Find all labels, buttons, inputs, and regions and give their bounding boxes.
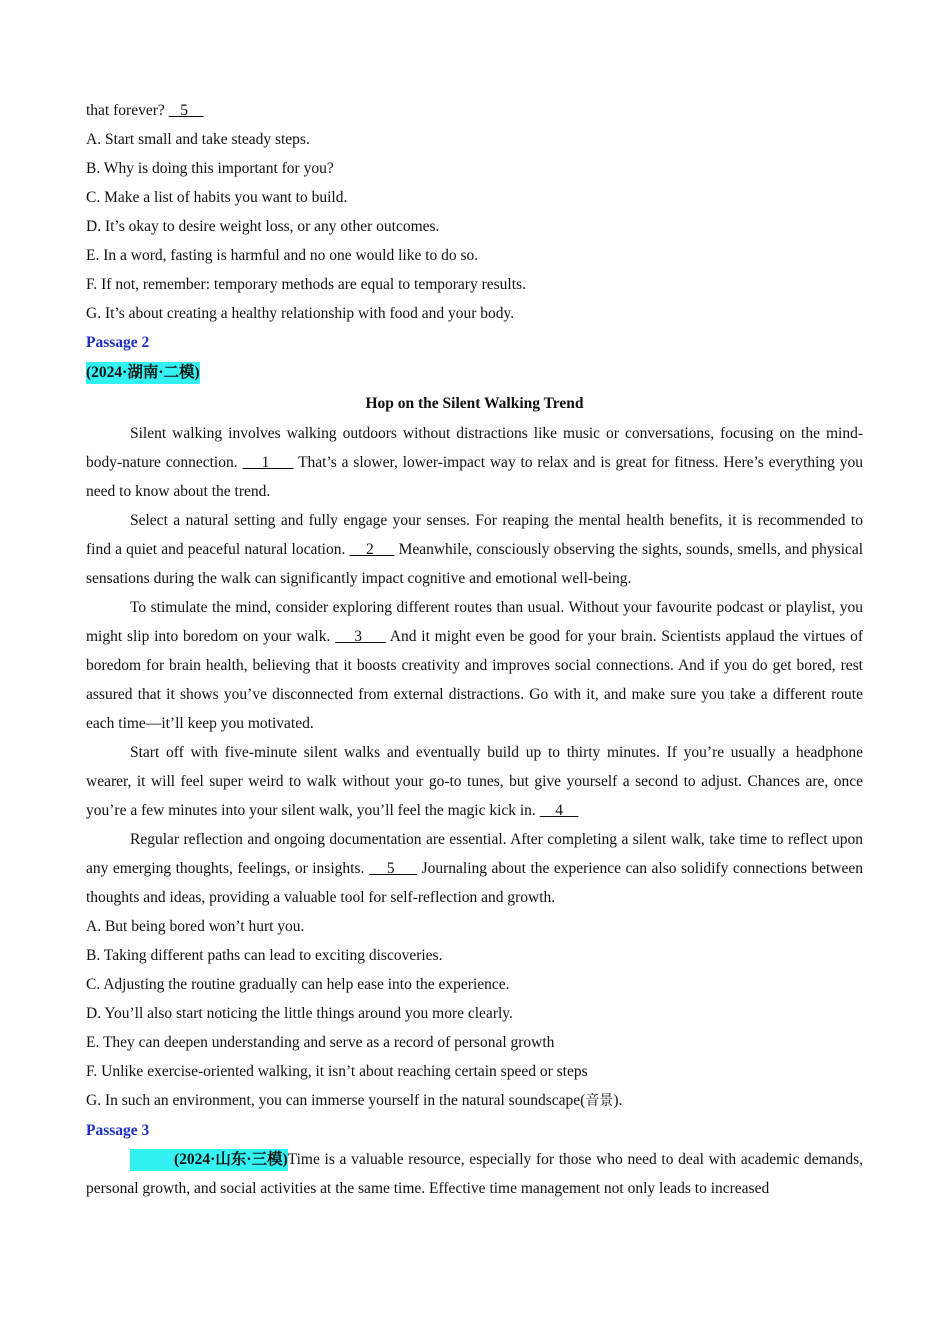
option-d: D. It’s okay to desire weight loss, or any other outcomes.: [86, 218, 440, 235]
blank-3: 3: [335, 628, 386, 645]
intro-tail: that forever? 5: [86, 102, 204, 119]
passage-3-label: Passage 3: [86, 1122, 150, 1139]
option-f: F. If not, remember: temporary methods are equal to temporary results.: [86, 276, 526, 293]
passage-2-paragraph-3: To stimulate the mind, consider exploring different routes than usual. Without your favourite podcast or playlist, you might slip into boredom on your walk. 3 And it might even be good for your brain. Scientists applaud the virtues of boredom for brain health, believing that it boosts creativity and improves social connections. And if you do get bored, rest assured that it shows you’ve disconnected from external distractions. Go with it, and make sure you take a different route each time—it’ll keep you motivated.: [86, 599, 863, 732]
passage-2-source-line: [86, 357, 863, 388]
passage-2-paragraph-1: Silent walking involves walking outdoors without distractions like music or conversations, focusing on the mind-body-nature connection. 1 That’s a slower, lower-impact way to relax and is great for fitness. Here’s everything you need to know about the trend.: [86, 425, 864, 500]
blank-1: 1: [242, 454, 294, 471]
option-e: E. In a word, fasting is harmful and no one would like to do so.: [86, 247, 479, 264]
document-page: [86, 96, 863, 1203]
p2-option-d: D. You’ll also start noticing the little things around you more clearly.: [86, 1005, 513, 1022]
p2-option-c: C. Adjusting the routine gradually can help ease into the experience.: [86, 976, 510, 993]
p2-option-f: F. Unlike exercise-oriented walking, it isn’t about reaching certain speed or steps: [86, 1063, 588, 1080]
p2-option-e: E. They can deepen understanding and serve as a record of personal growth: [86, 1034, 555, 1051]
blank-5: 5: [168, 102, 204, 119]
p2-option-a: A. But being bored won’t hurt you.: [86, 918, 305, 935]
option-g: G. It’s about creating a healthy relationship with food and your body.: [86, 305, 515, 322]
blank-5b: 5: [368, 860, 418, 877]
passage-2-label: Passage 2: [86, 334, 150, 351]
passage-2-paragraph-4: Start off with five-minute silent walks and eventually build up to thirty minutes. If you’re usually a headphone wearer, it will feel super weird to walk without your go-to tunes, but give yourself a second to adjust. Chances are, once you’re a few minutes into your silent walk, you’ll feel the magic kick in. 4: [86, 744, 863, 819]
passage-2-source: (2024·湖南·二模): [86, 362, 200, 384]
blank-4: 4: [539, 802, 579, 819]
p2-option-b: B. Taking different paths can lead to exciting discoveries.: [86, 947, 443, 964]
option-a: A. Start small and take steady steps.: [86, 131, 310, 148]
blank-2: 2: [349, 541, 395, 558]
option-b: B. Why is doing this important for you?: [86, 160, 334, 177]
p2-option-g: G. In such an environment, you can immerse yourself in the natural soundscape(音景).: [86, 1092, 623, 1109]
option-c: C. Make a list of habits you want to build.: [86, 189, 348, 206]
passage-3-source: (2024·山东·三模): [130, 1149, 288, 1171]
passage-2-paragraph-2: Select a natural setting and fully engage your senses. For reaping the mental health benefits, it is recommended to find a quiet and peaceful natural location. 2 Meanwhile, consciously observing the sights, sounds, smells, and physical sensations during the walk can significantly impact cognitive and emotional well-being.: [86, 512, 864, 587]
passage-2-title: Hop on the Silent Walking Trend: [365, 395, 584, 412]
passage-2-paragraph-5: Regular reflection and ongoing documentation are essential. After completing a silent walk, take time to reflect upon any emerging thoughts, feelings, or insights. 5 Journaling about the experience can also solidify connections between thoughts and ideas, providing a valuable tool for self-reflection and growth.: [86, 831, 864, 906]
passage-3-paragraph-1: (2024·山东·三模)Time is a valuable resource, especially for those who need to deal with academic demands, personal growth, and social activities at the same time. Effective time management not only leads to increased: [86, 1151, 863, 1197]
